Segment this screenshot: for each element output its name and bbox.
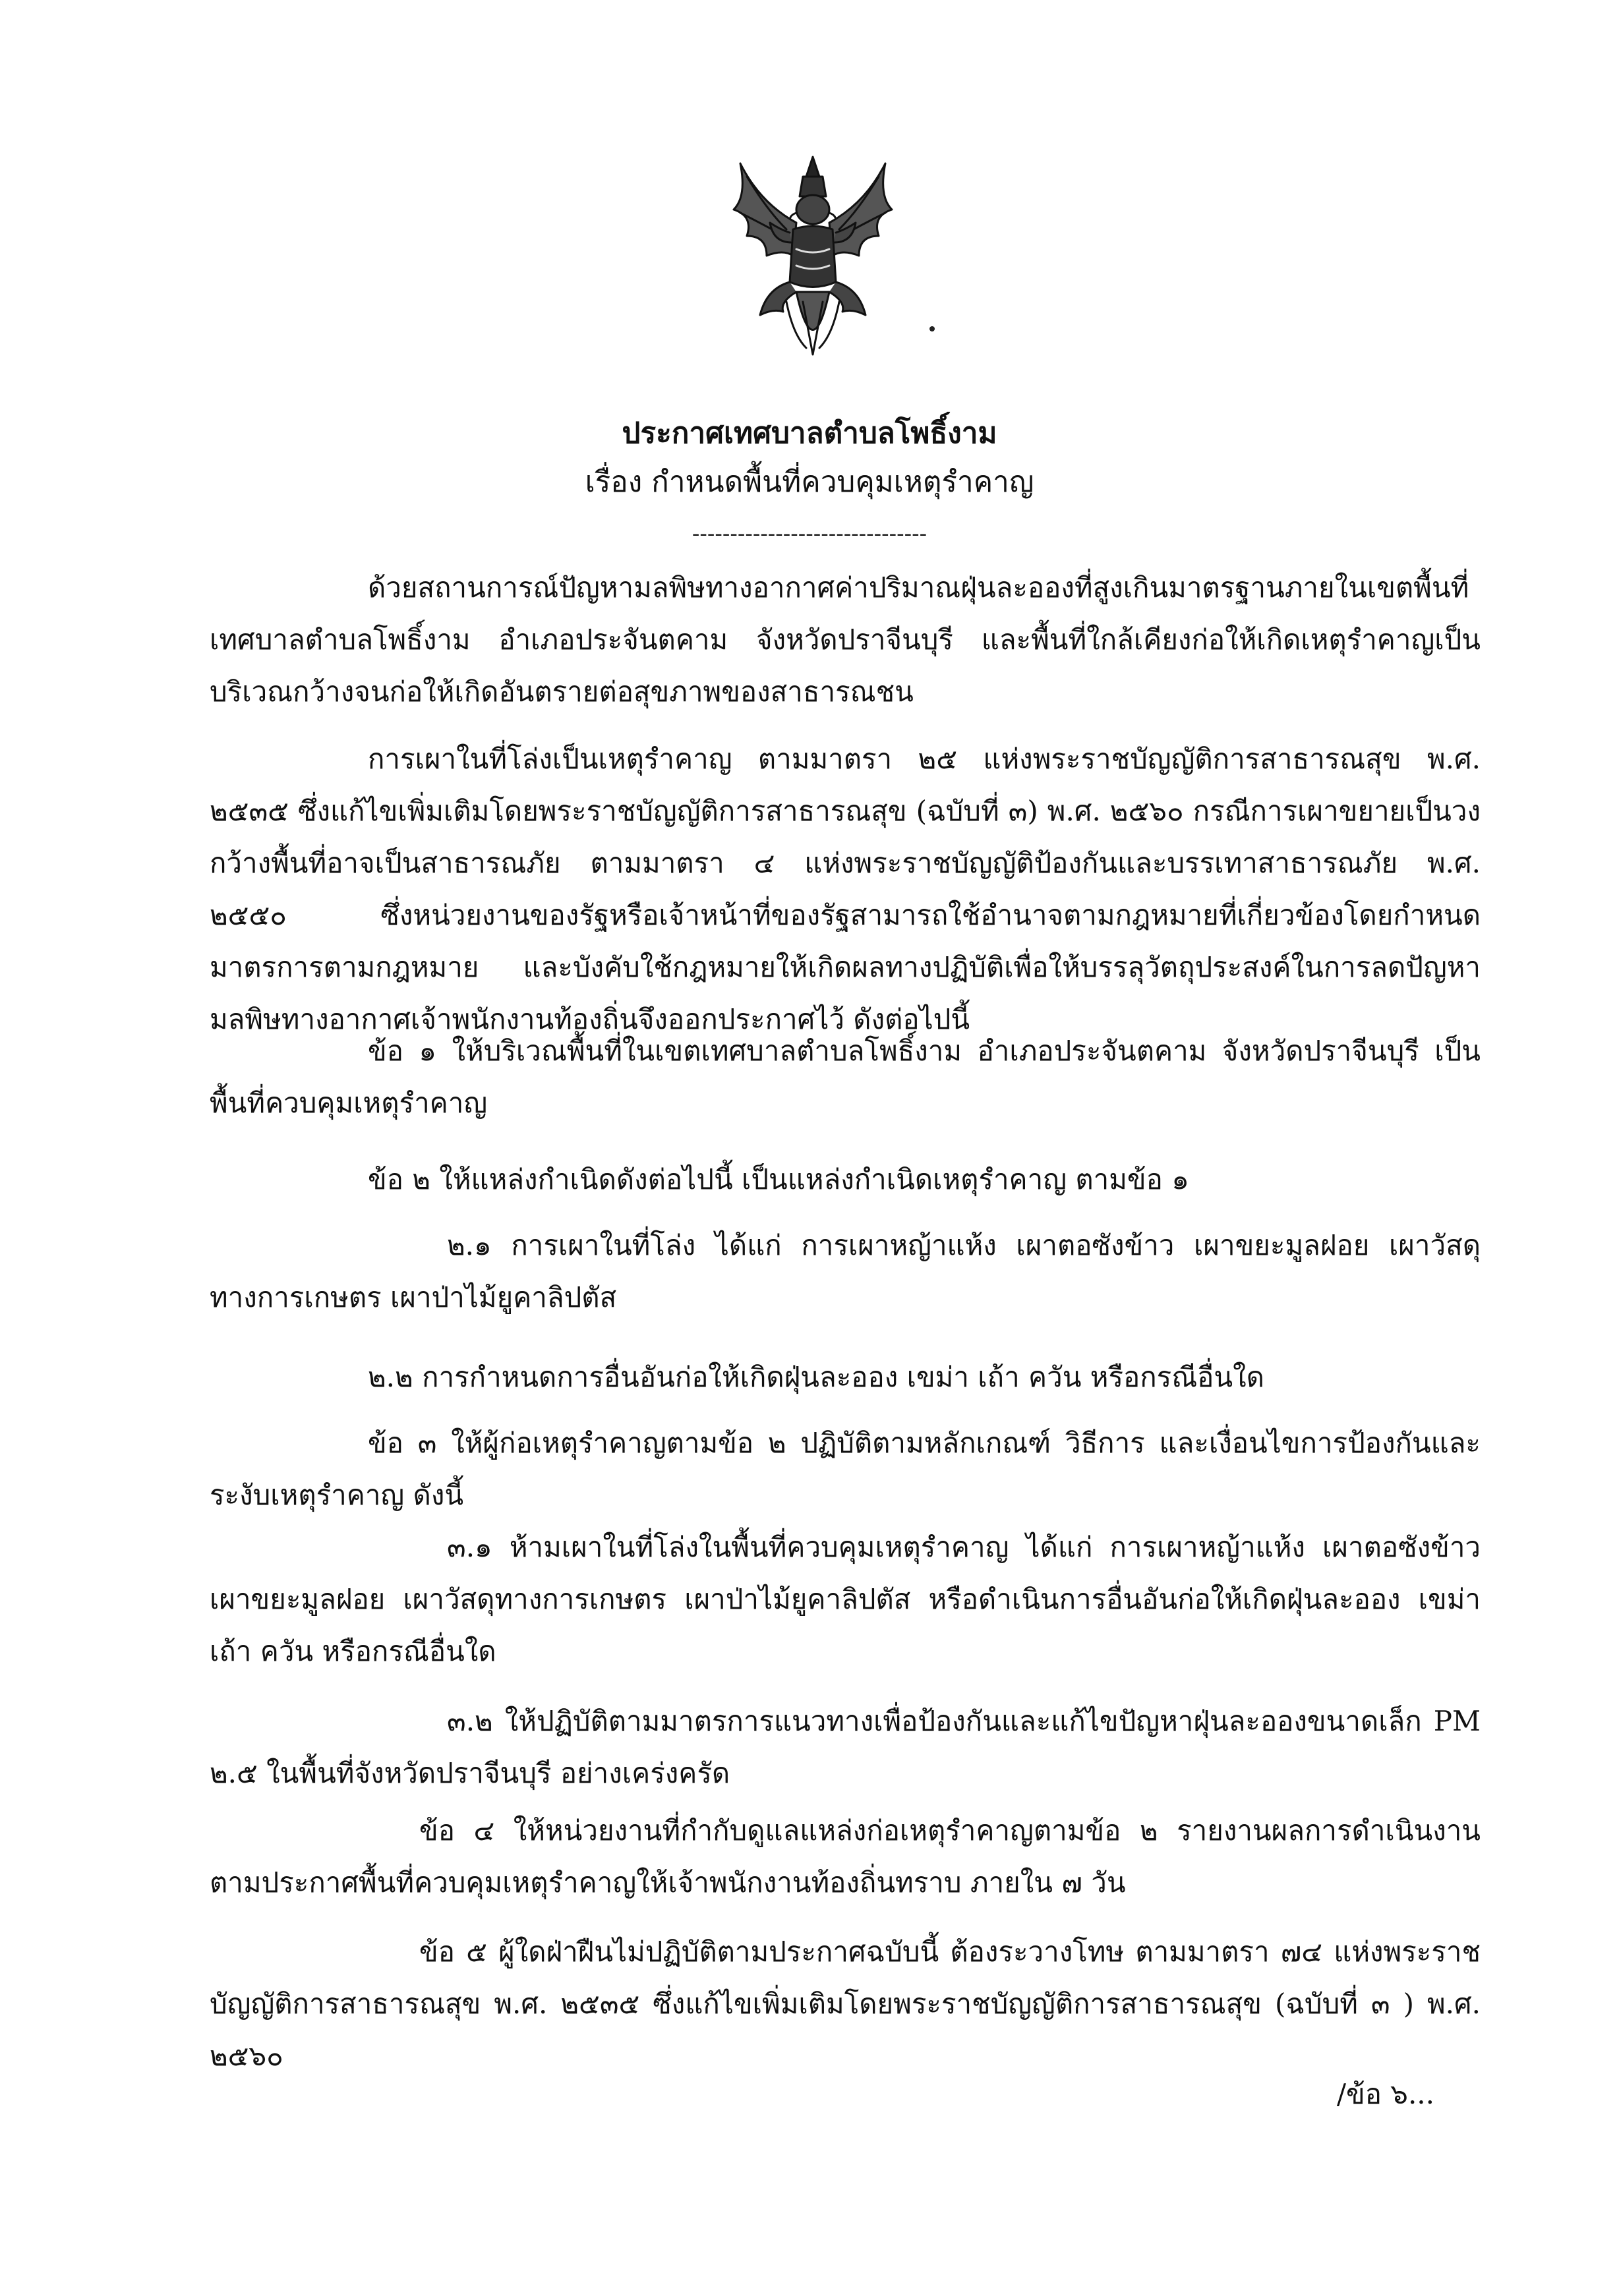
paragraph-legal-basis: การเผาในที่โล่งเป็นเหตุรำคาญ ตามมาตรา ๒๕ แห่งพระราชบัญญัติการสาธารณสุข พ.ศ. ๒๕๓๕ ซึ่งแก้ไขเพิ่มเติมโดยพระราชบัญญัติการสาธารณสุข (ฉบับที่ ๓) พ.ศ. ๒๕๖๐ กรณีการเผาขยายเป็นวงกว้างพื้นที่อาจเป็นสาธารณภัย ตามมาตรา ๔ แห่งพระราชบัญญัติป้องกันและบรรเทาสาธารณภัย พ.ศ. ๒๕๕๐ ซึ่งหน่วยงานของรัฐหรือเจ้าหน้าที่ของรัฐสามารถใช้อำนาจตามกฎหมายที่เกี่ยวข้องโดยกำหนดมาตรการตามกฎหมาย และบังคับใช้กฎหมายให้เกิดผลทางปฏิบัติเพื่อให้บรรลุวัตถุประสงค์ในการลดปัญหามลพิษทางอากาศเจ้าพนักงานท้องถิ่นจึงออกประกาศไว้ ดังต่อไปนี้ [210,743,1481,1035]
continuation-marker: /ข้อ ๖... [1336,2078,1434,2110]
clause-3-2: ๓.๒ ให้ปฏิบัติตามมาตรการแนวทางเพื่อป้องกันและแก้ไขปัญหาฝุ่นละอองขนาดเล็ก PM ๒.๕ ในพื้นที่จังหวัดปราจีนบุรี อย่างเคร่งครัด [210,1705,1481,1789]
clause-5: ข้อ ๕ ผู้ใดฝ่าฝืนไม่ปฏิบัติตามประกาศฉบับนี้ ต้องระวางโทษ ตามมาตรา ๗๔ แห่งพระราชบัญญัติการสาธารณสุข พ.ศ. ๒๕๓๕ ซึ่งแก้ไขเพิ่มเติมโดยพระราชบัญญัติการสาธารณสุข (ฉบับที่ ๓ ) พ.ศ. ๒๕๖๐ [210,1936,1481,2072]
clause-1: ข้อ ๑ ให้บริเวณพื้นที่ในเขตเทศบาลตำบลโพธิ์งาม อำเภอประจันตคาม จังหวัดปราจีนบุรี เป็นพื้นที่ควบคุมเหตุรำคาญ [210,1035,1481,1119]
page-title: ประกาศเทศบาลตำบลโพธิ์งาม [622,416,997,450]
garuda-emblem-icon [721,150,905,368]
clause-4: ข้อ ๔ ให้หน่วยงานที่กำกับดูแลแหล่งก่อเหตุรำคาญตามข้อ ๒ รายงานผลการดำเนินงานตามประกาศพื้นที่ควบคุมเหตุรำคาญให้เจ้าพนักงานท้องถิ่นทราบ ภายใน ๗ วัน [210,1814,1481,1899]
clause-3-1: ๓.๑ ห้ามเผาในที่โล่งในพื้นที่ควบคุมเหตุรำคาญ ได้แก่ การเผาหญ้าแห้ง เผาตอซังข้าว เผาขยะมูลฝอย เผาวัสดุทางการเกษตร เผาป่าไม้ยูคาลิปตัส หรือดำเนินการอื่นอันก่อให้เกิดฝุ่นละออง เขม่า เถ้า ควัน หรือกรณีอื่นใด [210,1531,1481,1667]
clause-2-2: ๒.๒ การกำหนดการอื่นอันก่อให้เกิดฝุ่นละออง เขม่า เถ้า ควัน หรือกรณีอื่นใด [368,1361,1264,1393]
clause-3: ข้อ ๓ ให้ผู้ก่อเหตุรำคาญตามข้อ ๒ ปฏิบัติตามหลักเกณฑ์ วิธีการ และเงื่อนไขการป้องกันและระงับเหตุรำคาญ ดังนี้ [210,1427,1481,1511]
paragraph-intro: ด้วยสถานการณ์ปัญหามลพิษทางอากาศค่าปริมาณฝุ่นละอองที่สูงเกินมาตรฐานภายในเขตพื้นที่เทศบาลตำบลโพธิ์งาม อำเภอประจันตคาม จังหวัดปราจีนบุรี และพื้นที่ใกล้เคียงก่อให้เกิดเหตุรำคาญเป็นบริเวณกว้างจนก่อให้เกิดอันตรายต่อสุขภาพของสาธารณชน [210,571,1481,708]
clause-2: ข้อ ๒ ให้แหล่งกำเนิดดังต่อไปนี้ เป็นแหล่งกำเนิดเหตุรำคาญ ตามข้อ ๑ [368,1163,1189,1195]
clause-2-1: ๒.๑ การเผาในที่โล่ง ได้แก่ การเผาหญ้าแห้ง เผาตอซังข้าว เผาขยะมูลฝอย เผาวัสดุทางการเกษตร เผาป่าไม้ยูคาลิปตัส [210,1229,1481,1313]
speck-mark [929,326,935,331]
page-subject: เรื่อง กำหนดพื้นที่ควบคุมเหตุรำคาญ [585,465,1034,499]
title-divider: ------------------------------- [692,521,927,547]
